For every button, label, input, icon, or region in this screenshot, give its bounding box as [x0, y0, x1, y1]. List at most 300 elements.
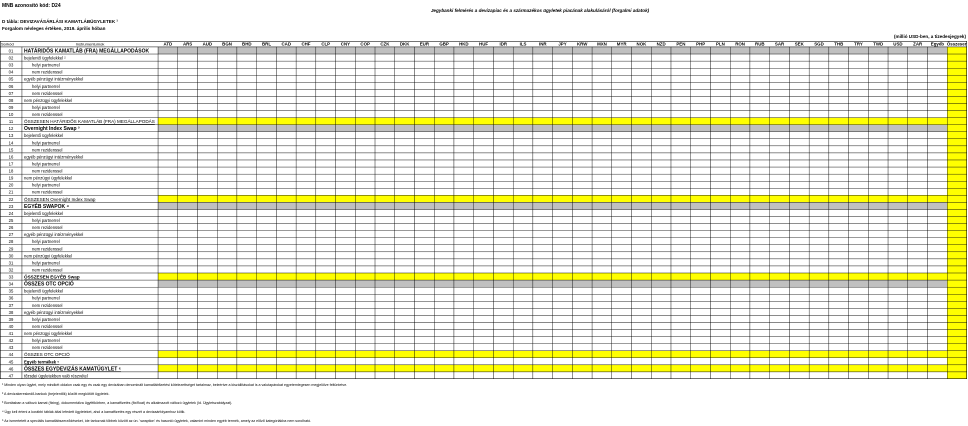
data-cell[interactable] [316, 238, 336, 245]
data-cell[interactable] [651, 301, 671, 308]
data-cell[interactable] [493, 132, 513, 139]
data-cell[interactable] [296, 365, 316, 372]
data-cell[interactable] [178, 238, 198, 245]
data-cell[interactable] [158, 224, 178, 231]
data-cell[interactable] [316, 47, 336, 54]
data-cell[interactable] [632, 330, 652, 337]
data-cell[interactable] [770, 139, 790, 146]
data-cell[interactable] [178, 231, 198, 238]
data-cell[interactable] [947, 322, 967, 329]
data-cell[interactable] [257, 160, 277, 167]
data-cell[interactable] [770, 245, 790, 252]
data-cell[interactable] [750, 188, 770, 195]
data-cell[interactable] [809, 315, 829, 322]
data-cell[interactable] [770, 372, 790, 379]
data-cell[interactable] [651, 351, 671, 358]
data-cell[interactable] [513, 365, 533, 372]
data-cell[interactable] [908, 294, 928, 301]
data-cell[interactable] [493, 54, 513, 61]
data-cell[interactable] [355, 224, 375, 231]
data-cell[interactable] [553, 75, 573, 82]
data-cell[interactable] [434, 118, 454, 125]
data-cell[interactable] [316, 209, 336, 216]
data-cell[interactable] [928, 287, 948, 294]
data-cell[interactable] [474, 308, 494, 315]
data-cell[interactable] [868, 273, 888, 280]
data-cell[interactable] [316, 54, 336, 61]
data-cell[interactable] [750, 153, 770, 160]
data-cell[interactable] [257, 266, 277, 273]
data-cell[interactable] [730, 188, 750, 195]
data-cell[interactable] [316, 132, 336, 139]
data-cell[interactable] [612, 294, 632, 301]
data-cell[interactable] [375, 96, 395, 103]
data-cell[interactable] [632, 294, 652, 301]
data-cell[interactable] [336, 273, 356, 280]
data-cell[interactable] [276, 209, 296, 216]
data-cell[interactable] [651, 202, 671, 209]
data-cell[interactable] [474, 330, 494, 337]
data-cell[interactable] [355, 82, 375, 89]
data-cell[interactable] [710, 337, 730, 344]
data-cell[interactable] [158, 337, 178, 344]
data-cell[interactable] [493, 351, 513, 358]
data-cell[interactable] [592, 351, 612, 358]
data-cell[interactable] [158, 82, 178, 89]
data-cell[interactable] [197, 89, 217, 96]
data-cell[interactable] [257, 82, 277, 89]
data-cell[interactable] [572, 202, 592, 209]
data-cell[interactable] [770, 294, 790, 301]
data-cell[interactable] [789, 146, 809, 153]
data-cell[interactable] [197, 337, 217, 344]
data-cell[interactable] [197, 118, 217, 125]
data-cell[interactable] [197, 217, 217, 224]
data-cell[interactable] [434, 146, 454, 153]
data-cell[interactable] [276, 188, 296, 195]
data-cell[interactable] [908, 287, 928, 294]
data-cell[interactable] [237, 188, 257, 195]
data-cell[interactable] [493, 315, 513, 322]
data-cell[interactable] [750, 167, 770, 174]
data-cell[interactable] [750, 322, 770, 329]
data-cell[interactable] [434, 315, 454, 322]
data-cell[interactable] [908, 330, 928, 337]
data-cell[interactable] [513, 238, 533, 245]
data-cell[interactable] [513, 153, 533, 160]
data-cell[interactable] [316, 259, 336, 266]
data-cell[interactable] [553, 139, 573, 146]
data-cell[interactable] [730, 209, 750, 216]
data-cell[interactable] [691, 245, 711, 252]
data-cell[interactable] [158, 209, 178, 216]
data-cell[interactable] [809, 224, 829, 231]
data-cell[interactable] [316, 146, 336, 153]
data-cell[interactable] [533, 252, 553, 259]
data-cell[interactable] [908, 82, 928, 89]
data-cell[interactable] [454, 89, 474, 96]
data-cell[interactable] [336, 47, 356, 54]
data-cell[interactable] [197, 195, 217, 202]
data-cell[interactable] [336, 139, 356, 146]
data-cell[interactable] [928, 301, 948, 308]
data-cell[interactable] [868, 344, 888, 351]
data-cell[interactable] [908, 167, 928, 174]
data-cell[interactable] [750, 344, 770, 351]
data-cell[interactable] [691, 217, 711, 224]
data-cell[interactable] [947, 125, 967, 132]
data-cell[interactable] [316, 245, 336, 252]
data-cell[interactable] [513, 104, 533, 111]
data-cell[interactable] [928, 266, 948, 273]
data-cell[interactable] [493, 167, 513, 174]
data-cell[interactable] [849, 238, 869, 245]
data-cell[interactable] [316, 358, 336, 365]
data-cell[interactable] [868, 231, 888, 238]
data-cell[interactable] [434, 89, 454, 96]
data-cell[interactable] [710, 167, 730, 174]
data-cell[interactable] [710, 153, 730, 160]
data-cell[interactable] [355, 280, 375, 287]
data-cell[interactable] [158, 111, 178, 118]
data-cell[interactable] [710, 202, 730, 209]
data-cell[interactable] [572, 104, 592, 111]
data-cell[interactable] [513, 231, 533, 238]
data-cell[interactable] [276, 82, 296, 89]
data-cell[interactable] [651, 294, 671, 301]
data-cell[interactable] [770, 217, 790, 224]
data-cell[interactable] [513, 273, 533, 280]
data-cell[interactable] [158, 280, 178, 287]
data-cell[interactable] [493, 224, 513, 231]
data-cell[interactable] [158, 75, 178, 82]
data-cell[interactable] [415, 337, 435, 344]
data-cell[interactable] [809, 266, 829, 273]
data-cell[interactable] [750, 96, 770, 103]
data-cell[interactable] [355, 266, 375, 273]
data-cell[interactable] [415, 245, 435, 252]
data-cell[interactable] [533, 125, 553, 132]
data-cell[interactable] [553, 252, 573, 259]
data-cell[interactable] [257, 75, 277, 82]
data-cell[interactable] [809, 365, 829, 372]
data-cell[interactable] [868, 294, 888, 301]
data-cell[interactable] [789, 224, 809, 231]
data-cell[interactable] [849, 344, 869, 351]
data-cell[interactable] [395, 61, 415, 68]
data-cell[interactable] [888, 301, 908, 308]
data-cell[interactable] [454, 47, 474, 54]
data-cell[interactable] [750, 308, 770, 315]
data-cell[interactable] [651, 259, 671, 266]
data-cell[interactable] [553, 96, 573, 103]
data-cell[interactable] [415, 82, 435, 89]
data-cell[interactable] [237, 153, 257, 160]
data-cell[interactable] [908, 365, 928, 372]
data-cell[interactable] [868, 68, 888, 75]
data-cell[interactable] [493, 181, 513, 188]
data-cell[interactable] [533, 337, 553, 344]
data-cell[interactable] [493, 365, 513, 372]
data-cell[interactable] [947, 273, 967, 280]
data-cell[interactable] [276, 202, 296, 209]
data-cell[interactable] [493, 160, 513, 167]
data-cell[interactable] [671, 337, 691, 344]
data-cell[interactable] [533, 351, 553, 358]
data-cell[interactable] [730, 287, 750, 294]
data-cell[interactable] [849, 245, 869, 252]
data-cell[interactable] [632, 344, 652, 351]
data-cell[interactable] [888, 344, 908, 351]
data-cell[interactable] [316, 224, 336, 231]
data-cell[interactable] [691, 365, 711, 372]
data-cell[interactable] [276, 96, 296, 103]
data-cell[interactable] [158, 252, 178, 259]
data-cell[interactable] [671, 153, 691, 160]
data-cell[interactable] [217, 139, 237, 146]
data-cell[interactable] [868, 365, 888, 372]
data-cell[interactable] [395, 181, 415, 188]
data-cell[interactable] [651, 217, 671, 224]
data-cell[interactable] [375, 330, 395, 337]
data-cell[interactable] [296, 125, 316, 132]
data-cell[interactable] [809, 188, 829, 195]
data-cell[interactable] [809, 217, 829, 224]
data-cell[interactable] [197, 280, 217, 287]
data-cell[interactable] [849, 322, 869, 329]
data-cell[interactable] [632, 365, 652, 372]
data-cell[interactable] [197, 54, 217, 61]
data-cell[interactable] [592, 231, 612, 238]
data-cell[interactable] [750, 82, 770, 89]
data-cell[interactable] [809, 111, 829, 118]
data-cell[interactable] [908, 146, 928, 153]
data-cell[interactable] [197, 287, 217, 294]
data-cell[interactable] [572, 174, 592, 181]
data-cell[interactable] [316, 174, 336, 181]
data-cell[interactable] [454, 231, 474, 238]
data-cell[interactable] [908, 118, 928, 125]
data-cell[interactable] [770, 160, 790, 167]
data-cell[interactable] [928, 75, 948, 82]
data-cell[interactable] [336, 153, 356, 160]
data-cell[interactable] [632, 301, 652, 308]
data-cell[interactable] [809, 202, 829, 209]
data-cell[interactable] [375, 259, 395, 266]
data-cell[interactable] [375, 301, 395, 308]
data-cell[interactable] [612, 287, 632, 294]
data-cell[interactable] [217, 75, 237, 82]
data-cell[interactable] [454, 287, 474, 294]
data-cell[interactable] [474, 188, 494, 195]
data-cell[interactable] [750, 89, 770, 96]
data-cell[interactable] [553, 167, 573, 174]
data-cell[interactable] [178, 188, 198, 195]
data-cell[interactable] [592, 82, 612, 89]
data-cell[interactable] [434, 351, 454, 358]
data-cell[interactable] [928, 358, 948, 365]
data-cell[interactable] [533, 167, 553, 174]
data-cell[interactable] [158, 231, 178, 238]
data-cell[interactable] [888, 195, 908, 202]
data-cell[interactable] [730, 322, 750, 329]
data-cell[interactable] [651, 146, 671, 153]
data-cell[interactable] [553, 68, 573, 75]
data-cell[interactable] [651, 111, 671, 118]
data-cell[interactable] [355, 47, 375, 54]
data-cell[interactable] [592, 160, 612, 167]
data-cell[interactable] [592, 75, 612, 82]
data-cell[interactable] [829, 82, 849, 89]
data-cell[interactable] [533, 245, 553, 252]
data-cell[interactable] [691, 259, 711, 266]
data-cell[interactable] [493, 344, 513, 351]
data-cell[interactable] [868, 118, 888, 125]
data-cell[interactable] [336, 330, 356, 337]
data-cell[interactable] [336, 280, 356, 287]
data-cell[interactable] [553, 202, 573, 209]
data-cell[interactable] [336, 174, 356, 181]
data-cell[interactable] [296, 209, 316, 216]
data-cell[interactable] [829, 68, 849, 75]
data-cell[interactable] [454, 344, 474, 351]
data-cell[interactable] [671, 61, 691, 68]
data-cell[interactable] [415, 153, 435, 160]
data-cell[interactable] [257, 301, 277, 308]
data-cell[interactable] [789, 252, 809, 259]
data-cell[interactable] [632, 153, 652, 160]
data-cell[interactable] [572, 365, 592, 372]
data-cell[interactable] [395, 118, 415, 125]
data-cell[interactable] [415, 188, 435, 195]
data-cell[interactable] [651, 167, 671, 174]
data-cell[interactable] [947, 266, 967, 273]
data-cell[interactable] [493, 372, 513, 379]
data-cell[interactable] [730, 280, 750, 287]
data-cell[interactable] [710, 111, 730, 118]
data-cell[interactable] [651, 315, 671, 322]
data-cell[interactable] [217, 372, 237, 379]
data-cell[interactable] [553, 104, 573, 111]
data-cell[interactable] [276, 75, 296, 82]
data-cell[interactable] [770, 132, 790, 139]
data-cell[interactable] [217, 351, 237, 358]
data-cell[interactable] [632, 266, 652, 273]
data-cell[interactable] [888, 252, 908, 259]
data-cell[interactable] [868, 47, 888, 54]
data-cell[interactable] [770, 153, 790, 160]
data-cell[interactable] [691, 301, 711, 308]
data-cell[interactable] [888, 54, 908, 61]
data-cell[interactable] [493, 188, 513, 195]
data-cell[interactable] [632, 139, 652, 146]
data-cell[interactable] [592, 252, 612, 259]
data-cell[interactable] [217, 224, 237, 231]
data-cell[interactable] [671, 330, 691, 337]
data-cell[interactable] [197, 209, 217, 216]
data-cell[interactable] [730, 351, 750, 358]
data-cell[interactable] [276, 153, 296, 160]
data-cell[interactable] [533, 75, 553, 82]
data-cell[interactable] [710, 132, 730, 139]
data-cell[interactable] [789, 337, 809, 344]
data-cell[interactable] [691, 153, 711, 160]
data-cell[interactable] [197, 365, 217, 372]
data-cell[interactable] [849, 174, 869, 181]
data-cell[interactable] [928, 111, 948, 118]
data-cell[interactable] [888, 125, 908, 132]
data-cell[interactable] [197, 252, 217, 259]
data-cell[interactable] [434, 252, 454, 259]
data-cell[interactable] [513, 167, 533, 174]
data-cell[interactable] [750, 111, 770, 118]
data-cell[interactable] [237, 344, 257, 351]
data-cell[interactable] [651, 337, 671, 344]
data-cell[interactable] [296, 224, 316, 231]
data-cell[interactable] [691, 139, 711, 146]
data-cell[interactable] [197, 344, 217, 351]
data-cell[interactable] [888, 322, 908, 329]
data-cell[interactable] [750, 301, 770, 308]
data-cell[interactable] [513, 209, 533, 216]
data-cell[interactable] [533, 238, 553, 245]
data-cell[interactable] [691, 160, 711, 167]
data-cell[interactable] [197, 68, 217, 75]
data-cell[interactable] [572, 82, 592, 89]
data-cell[interactable] [513, 344, 533, 351]
data-cell[interactable] [434, 54, 454, 61]
data-cell[interactable] [888, 315, 908, 322]
data-cell[interactable] [454, 195, 474, 202]
data-cell[interactable] [928, 125, 948, 132]
data-cell[interactable] [770, 104, 790, 111]
data-cell[interactable] [947, 146, 967, 153]
data-cell[interactable] [513, 188, 533, 195]
data-cell[interactable] [928, 68, 948, 75]
data-cell[interactable] [158, 188, 178, 195]
data-cell[interactable] [197, 174, 217, 181]
data-cell[interactable] [928, 146, 948, 153]
data-cell[interactable] [395, 322, 415, 329]
data-cell[interactable] [493, 209, 513, 216]
data-cell[interactable] [316, 188, 336, 195]
data-cell[interactable] [632, 322, 652, 329]
data-cell[interactable] [296, 344, 316, 351]
data-cell[interactable] [928, 118, 948, 125]
data-cell[interactable] [947, 153, 967, 160]
data-cell[interactable] [375, 146, 395, 153]
data-cell[interactable] [691, 54, 711, 61]
data-cell[interactable] [691, 174, 711, 181]
data-cell[interactable] [415, 47, 435, 54]
data-cell[interactable] [770, 273, 790, 280]
data-cell[interactable] [257, 202, 277, 209]
data-cell[interactable] [217, 337, 237, 344]
data-cell[interactable] [237, 104, 257, 111]
data-cell[interactable] [316, 153, 336, 160]
data-cell[interactable] [710, 146, 730, 153]
data-cell[interactable] [612, 322, 632, 329]
data-cell[interactable] [612, 315, 632, 322]
data-cell[interactable] [829, 322, 849, 329]
data-cell[interactable] [908, 111, 928, 118]
data-cell[interactable] [434, 82, 454, 89]
data-cell[interactable] [789, 181, 809, 188]
data-cell[interactable] [178, 167, 198, 174]
data-cell[interactable] [276, 54, 296, 61]
data-cell[interactable] [474, 75, 494, 82]
data-cell[interactable] [276, 322, 296, 329]
